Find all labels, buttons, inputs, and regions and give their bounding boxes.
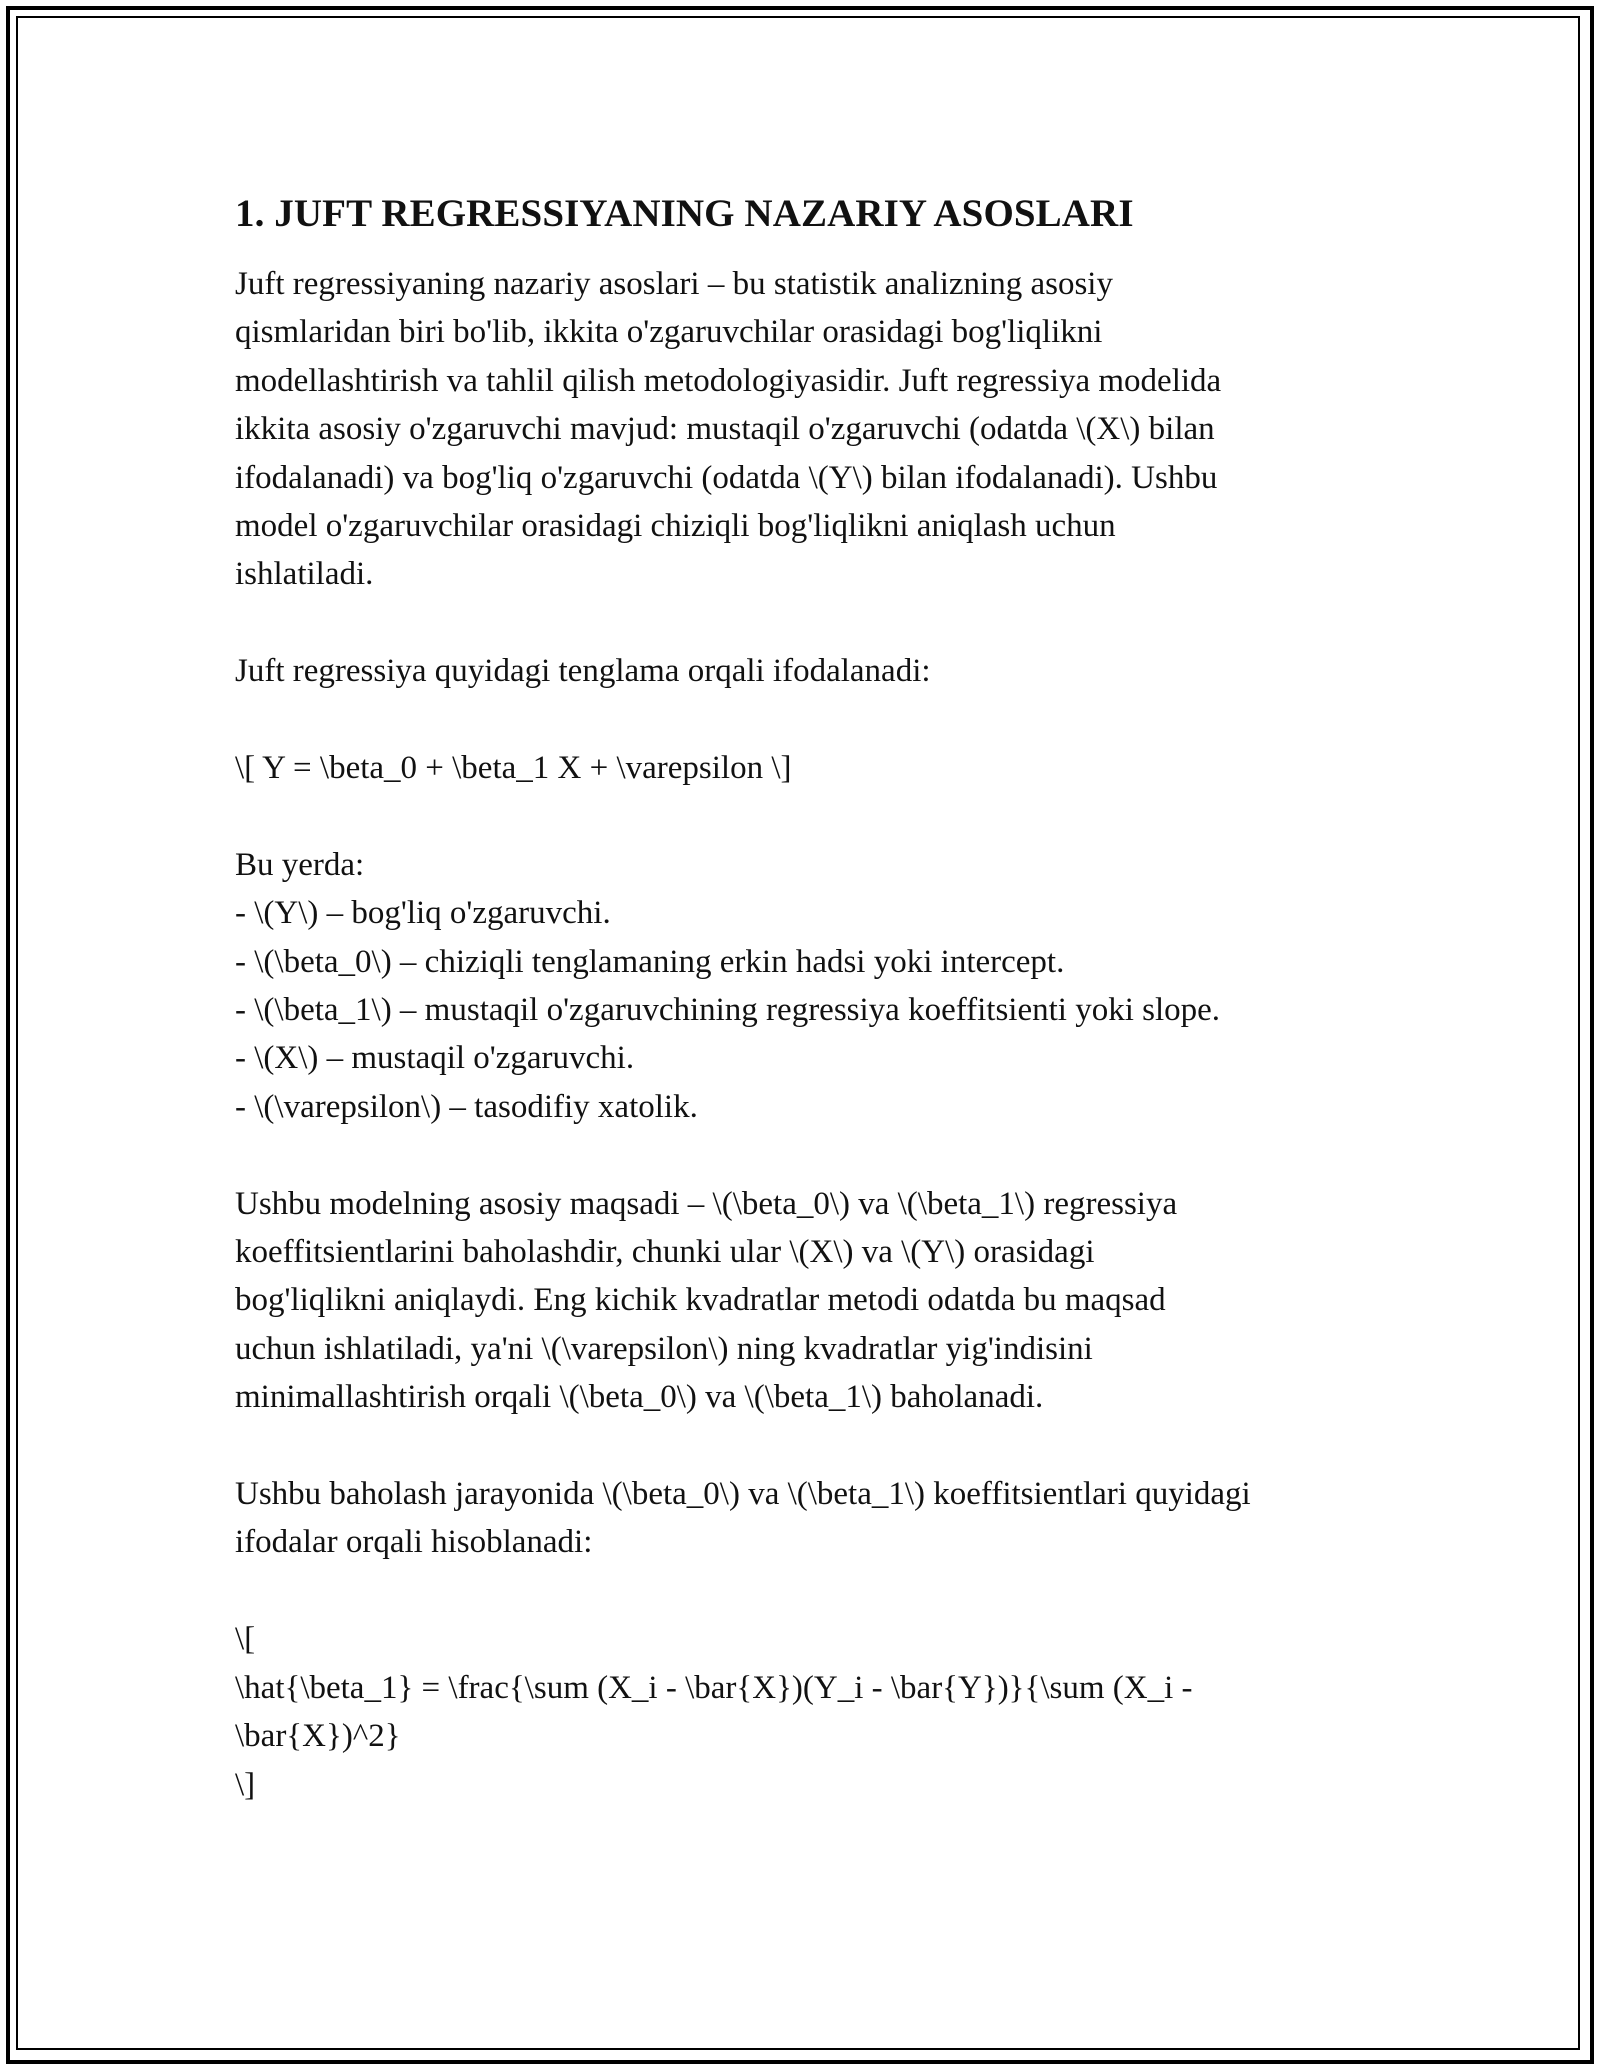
equation-line: \bar{X})^2} [235, 1718, 401, 1755]
blank-line [235, 792, 1415, 840]
list-item: - \(\beta_1\) – mustaqil o'zgaruvchining regressiya koeffitsienti yoki slope. [235, 992, 1221, 1029]
text-line: koeffitsientlarini baholashdir, chunki ular \(X\) va \(Y\) orasidagi [235, 1234, 1095, 1271]
list-item: - \(X\) – mustaqil o'zgaruvchi. [235, 1040, 635, 1077]
text-line: ifodalanadi) va bog'liq o'zgaruvchi (odatda \(Y\) bilan ifodalanadi). Ushbu [235, 459, 1218, 496]
list-item: - \(\varepsilon\) – tasodifiy xatolik. [235, 1088, 698, 1125]
text-line: Ushbu modelning asosiy maqsadi – \(\beta_0\) va \(\beta_1\) regressiya [235, 1185, 1178, 1222]
text-line: modellashtirish va tahlil qilish metodologiyasidir. Juft regressiya modelida [235, 362, 1222, 399]
text-line: Ushbu baholash jarayonida \(\beta_0\) va \(\beta_1\) koeffitsientlari quyidagi [235, 1476, 1251, 1513]
text-line: ifodalar orqali hisoblanadi: [235, 1524, 593, 1561]
blank-line [235, 1422, 1415, 1470]
document-page [235, 188, 1415, 1809]
equation-line: \[ Y = \beta_0 + \beta_1 X + \varepsilon \] [235, 750, 792, 787]
list-item: - \(Y\) – bog'liq o'zgaruvchi. [235, 895, 611, 932]
section-heading: 1. JUFT REGRESSIYANING NAZARIY ASOSLARI [235, 192, 1134, 235]
blank-line [235, 1567, 1415, 1615]
blank-line [235, 599, 1415, 647]
text-line: minimallashtirish orqali \(\beta_0\) va \(\beta_1\) baholanadi. [235, 1379, 1044, 1416]
text-line: Bu yerda: [235, 846, 365, 883]
equation-line: \[ [235, 1621, 256, 1658]
equation-line: \hat{\beta_1} = \frac{\sum (X_i - \bar{X})(Y_i - \bar{Y})}{\sum (X_i - [235, 1669, 1193, 1706]
text-line: Juft regressiyaning nazariy asoslari – bu statistik analizning asosiy [235, 266, 1113, 302]
text-line: ikkita asosiy o'zgaruvchi mavjud: mustaqil o'zgaruvchi (odatda \(X\) bilan [235, 411, 1215, 448]
blank-line [235, 696, 1415, 744]
text-line: model o'zgaruvchilar orasidagi chiziqli bog'liqlikni aniqlash uchun [235, 508, 1116, 545]
document-body [235, 260, 1415, 1809]
list-item: - \(\beta_0\) – chiziqli tenglamaning erkin hadsi yoki intercept. [235, 943, 1065, 980]
text-line: Juft regressiya quyidagi tenglama orqali ifodalanadi: [235, 653, 931, 690]
text-line: ishlatiladi. [235, 556, 374, 593]
blank-line [235, 1131, 1415, 1179]
text-line: bog'liqlikni aniqlaydi. Eng kichik kvadratlar metodi odatda bu maqsad [235, 1282, 1166, 1319]
text-line: qismlaridan biri bo'lib, ikkita o'zgaruvchilar orasidagi bog'liqlikni [235, 314, 1103, 351]
equation-line: \] [235, 1766, 256, 1803]
text-line: uchun ishlatiladi, ya'ni \(\varepsilon\) ning kvadratlar yig'indisini [235, 1330, 1093, 1367]
